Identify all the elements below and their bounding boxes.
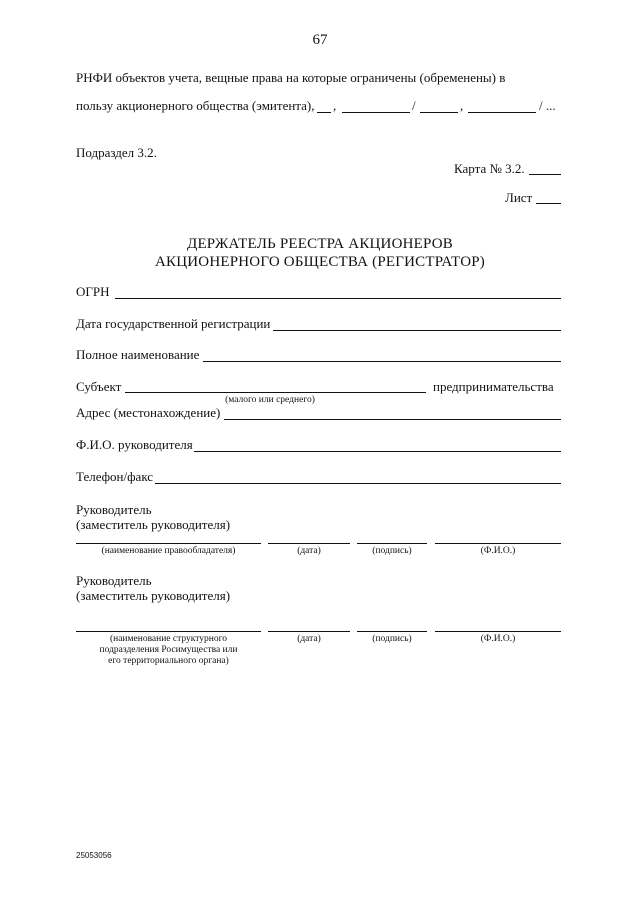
reg-date-label: Дата государственной регистрации bbox=[76, 316, 271, 331]
sig1-label-line-1: Руководитель bbox=[76, 502, 152, 517]
sheet-label: Лист bbox=[505, 190, 533, 205]
sig1-label-line-2: (заместитель руководителя) bbox=[76, 517, 231, 532]
sig2-cap-name-line-2: подразделения Росимущества или bbox=[99, 645, 238, 655]
phone-field[interactable] bbox=[155, 483, 561, 484]
full-name-field[interactable] bbox=[203, 361, 561, 362]
full-name-label: Полное наименование bbox=[76, 347, 200, 362]
sheet-number-field[interactable] bbox=[536, 203, 561, 204]
subsection-label: Подраздел 3.2. bbox=[76, 145, 157, 160]
intro-line-1: РНФИ объектов учета, вещные права на которые ограничены (обременены) в bbox=[76, 70, 506, 85]
sig2-label-line-2: (заместитель руководителя) bbox=[76, 588, 231, 603]
sig2-cap-name-line-3: его территориального органа) bbox=[108, 656, 229, 666]
director-label: Ф.И.О. руководителя bbox=[76, 437, 193, 452]
card-number-field[interactable] bbox=[529, 174, 561, 175]
sig1-sign-field[interactable] bbox=[357, 543, 427, 544]
sig2-cap-fio: (Ф.И.О.) bbox=[480, 634, 516, 644]
phone-label: Телефон/факс bbox=[76, 469, 154, 484]
sig1-cap-fio: (Ф.И.О.) bbox=[480, 546, 516, 556]
intro-blank-1 bbox=[317, 112, 331, 113]
intro-slash-1: / bbox=[412, 98, 416, 113]
intro-blank-4 bbox=[468, 112, 536, 113]
sig2-label-line-1: Руководитель bbox=[76, 573, 152, 588]
subject-field[interactable] bbox=[125, 392, 426, 393]
sig2-cap-sign: (подпись) bbox=[372, 634, 412, 644]
document-code: 25053056 bbox=[76, 851, 112, 860]
intro-comma-2: , bbox=[460, 98, 464, 113]
address-field[interactable] bbox=[224, 419, 561, 420]
reg-date-field[interactable] bbox=[273, 330, 561, 331]
sig1-date-field[interactable] bbox=[268, 543, 350, 544]
sig2-name-field[interactable] bbox=[76, 631, 261, 632]
sig2-date-field[interactable] bbox=[268, 631, 350, 632]
sig1-cap-date: (дата) bbox=[297, 546, 321, 556]
intro-line-2: пользу акционерного общества (эмитента), bbox=[76, 98, 315, 113]
sig2-cap-date: (дата) bbox=[297, 634, 321, 644]
ogrn-field[interactable] bbox=[115, 298, 561, 299]
subject-label: Субъект bbox=[76, 379, 122, 394]
intro-slash-2: / ... bbox=[539, 98, 556, 113]
form-title-line-1: ДЕРЖАТЕЛЬ РЕЕСТРА АКЦИОНЕРОВ bbox=[187, 236, 453, 252]
intro-blank-2 bbox=[342, 112, 410, 113]
sig1-cap-name: (наименование правообладателя) bbox=[101, 546, 236, 556]
sig2-sign-field[interactable] bbox=[357, 631, 427, 632]
intro-blank-3 bbox=[420, 112, 458, 113]
form-title-line-2: АКЦИОНЕРНОГО ОБЩЕСТВА (РЕГИСТРАТОР) bbox=[154, 254, 485, 270]
sig2-fio-field[interactable] bbox=[435, 631, 561, 632]
page-number: 67 bbox=[312, 32, 328, 48]
address-label: Адрес (местонахождение) bbox=[76, 405, 221, 420]
sig2-cap-name-line-1: (наименование структурного bbox=[109, 634, 228, 644]
director-field[interactable] bbox=[194, 451, 561, 452]
subject-suffix: предпринимательства bbox=[433, 379, 554, 394]
sig1-fio-field[interactable] bbox=[435, 543, 561, 544]
card-label: Карта № 3.2. bbox=[454, 161, 525, 176]
intro-comma-1: , bbox=[333, 98, 337, 113]
subject-hint: (малого или среднего) bbox=[225, 395, 315, 405]
ogrn-label: ОГРН bbox=[76, 284, 110, 299]
sig1-name-field[interactable] bbox=[76, 543, 261, 544]
sig1-cap-sign: (подпись) bbox=[372, 546, 412, 556]
